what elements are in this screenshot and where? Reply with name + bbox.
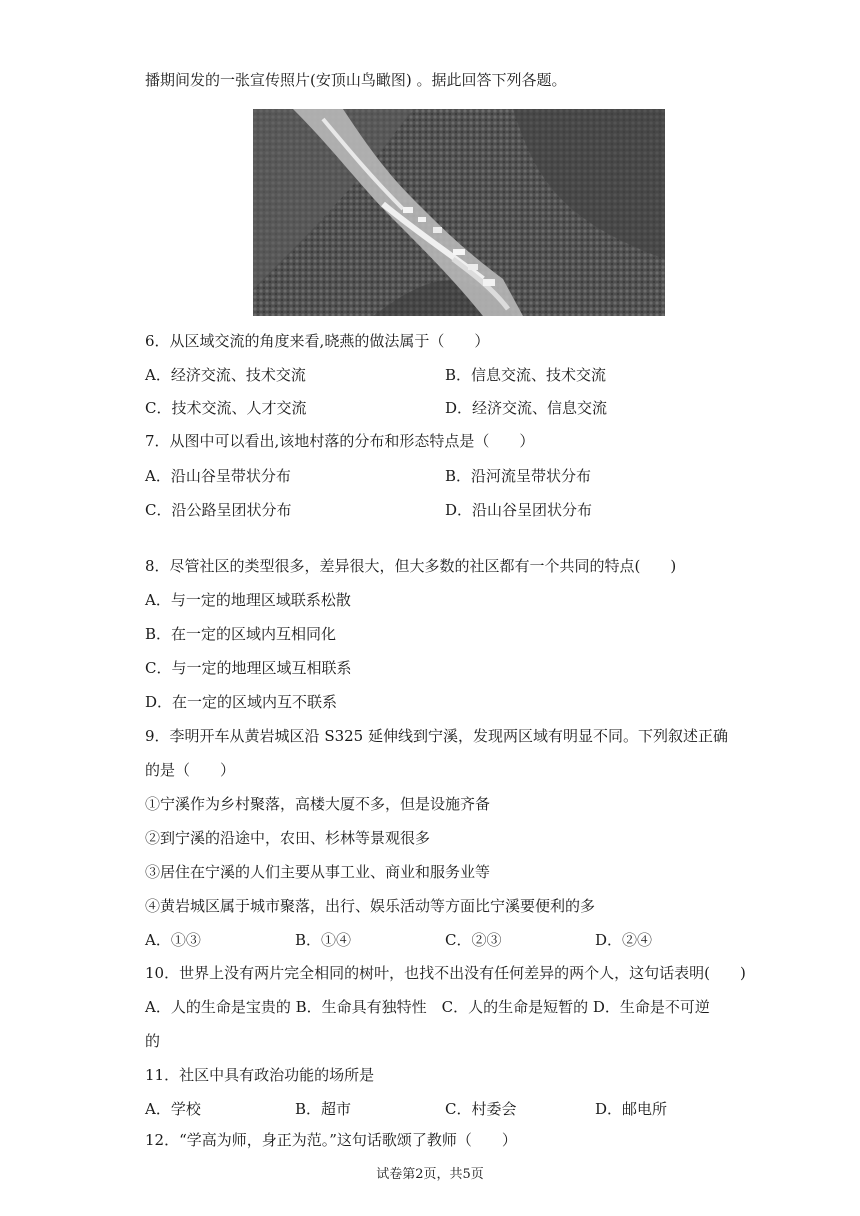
- q7-option-d: D．沿山谷呈团状分布: [445, 501, 593, 519]
- q6-option-c: C．技术交流、人才交流: [145, 399, 307, 417]
- q8-option-d: D．在一定的区域内互不联系: [145, 693, 338, 711]
- q10-options-line1: A．人的生命是宝贵的 B．生命具有独特性 C．人的生命是短暂的 D．生命是不可逆: [145, 998, 710, 1016]
- page-footer: 试卷第2页，共5页: [376, 1167, 484, 1182]
- q9-option-a: A．①③: [145, 931, 201, 949]
- aerial-photo-anding-mountain: [253, 109, 665, 316]
- q12-stem: 12．“学高为师，身正为范。”这句话歌颂了教师（ ）: [145, 1131, 517, 1149]
- q9-statement-3: ③居住在宁溪的人们主要从事工业、商业和服务业等: [145, 863, 491, 881]
- q8-option-b: B．在一定的区域内互相同化: [145, 625, 337, 643]
- q11-option-b: B．超市: [295, 1100, 352, 1118]
- q7-option-c: C．沿公路呈团状分布: [145, 501, 292, 519]
- q6-option-d: D．经济交流、信息交流: [445, 399, 608, 417]
- q11-option-a: A．学校: [145, 1100, 201, 1118]
- q8-option-a: A．与一定的地理区域联系松散: [145, 591, 351, 609]
- q7-stem: 7．从图中可以看出,该地村落的分布和形态特点是（ ）: [145, 432, 535, 450]
- q9-statement-4: ④黄岩城区属于城市聚落，出行、娱乐活动等方面比宁溪要便利的多: [145, 897, 596, 915]
- q9-stem-line1: 9．李明开车从黄岩城区沿 S325 延伸线到宁溪，发现两区域有明显不同。下列叙述正确: [145, 727, 728, 745]
- q8-stem: 8．尽管社区的类型很多，差异很大，但大多数的社区都有一个共同的特点( ): [145, 557, 677, 575]
- q8-option-c: C．与一定的地理区域互相联系: [145, 659, 352, 677]
- mountain-valley-illustration: [253, 109, 665, 316]
- q9-stem-line2: 的是（ ）: [145, 761, 236, 779]
- q10-options-line2: 的: [145, 1032, 161, 1050]
- q9-option-d: D．②④: [595, 931, 653, 949]
- q7-option-a: A．沿山谷呈带状分布: [145, 467, 291, 485]
- q11-option-c: C．村委会: [445, 1100, 517, 1118]
- intro-text: 播期间发的一张宣传照片(安顶山鸟瞰图) 。据此回答下列各题。: [145, 71, 567, 89]
- q6-option-a: A．经济交流、技术交流: [145, 366, 306, 384]
- q11-stem: 11．社区中具有政治功能的场所是: [145, 1066, 375, 1084]
- q11-option-d: D．邮电所: [595, 1100, 668, 1118]
- q6-stem: 6．从区域交流的角度来看,晓燕的做法属于（ ）: [145, 332, 490, 350]
- q10-stem: 10．世界上没有两片完全相同的树叶，也找不出没有任何差异的两个人，这句话表明( ): [145, 964, 746, 982]
- q9-statement-1: ①宁溪作为乡村聚落，高楼大厦不多，但是设施齐备: [145, 795, 491, 813]
- q9-statement-2: ②到宁溪的沿途中，农田、杉林等景观很多: [145, 829, 431, 847]
- q9-option-c: C．②③: [445, 931, 502, 949]
- q9-option-b: B．①④: [295, 931, 352, 949]
- q7-option-b: B．沿河流呈带状分布: [445, 467, 592, 485]
- q6-option-b: B．信息交流、技术交流: [445, 366, 607, 384]
